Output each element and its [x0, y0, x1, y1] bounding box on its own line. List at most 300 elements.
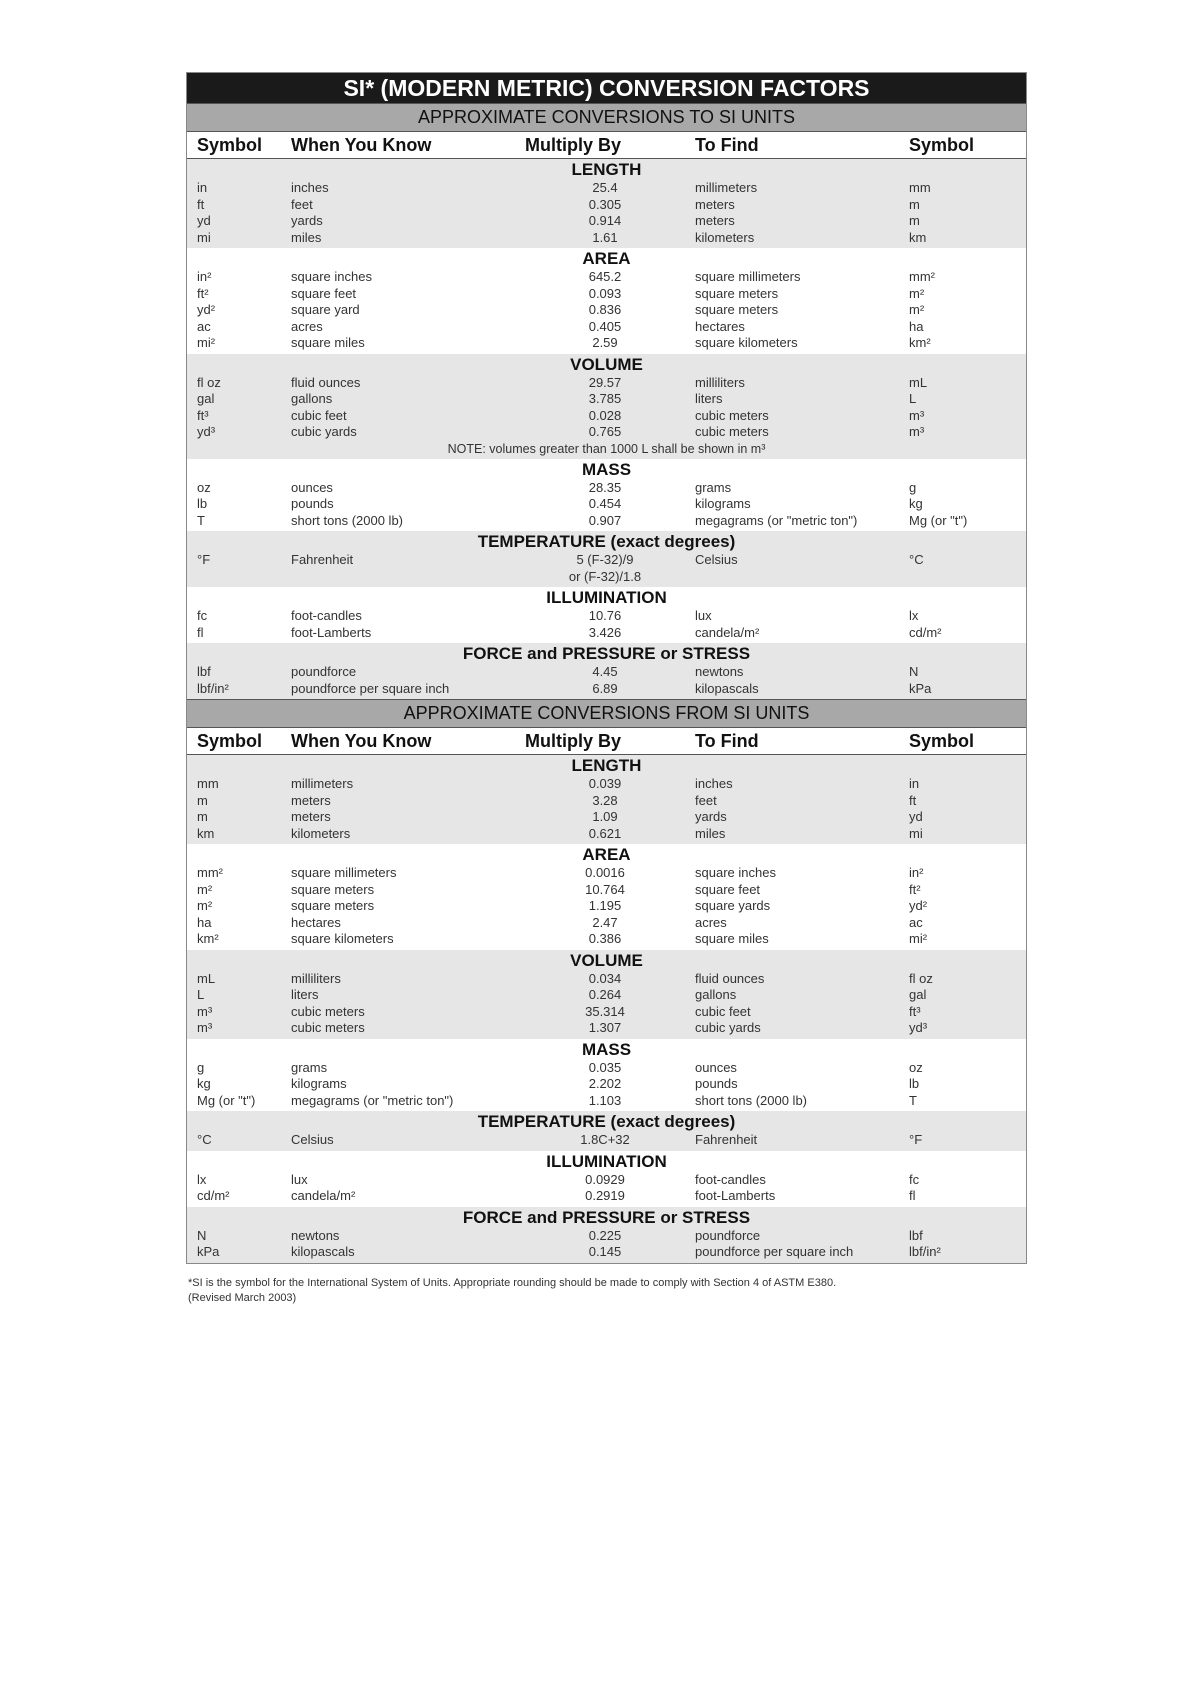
multiply-by: 0.405 [588, 318, 622, 334]
when-you-know: pounds [291, 496, 334, 511]
to-find: kilometers [695, 229, 755, 245]
section-area [187, 844, 1026, 950]
result-symbol: in² [909, 865, 924, 880]
result-symbol: yd² [909, 898, 928, 913]
result-symbol: mm² [909, 269, 935, 284]
when-you-know: yards [291, 213, 323, 228]
symbol: lbf [197, 664, 211, 679]
symbol: mm² [197, 865, 223, 880]
table-row [187, 375, 1026, 392]
symbol: yd [197, 213, 211, 228]
symbol: mi [197, 229, 211, 245]
table-row [187, 1172, 1026, 1189]
to-find: square yards [695, 898, 771, 913]
to-find: gallons [695, 987, 737, 1002]
symbol: yd³ [197, 424, 216, 439]
section-length [187, 755, 1026, 844]
multiply-by: 0.907 [588, 512, 622, 528]
to-find: acres [695, 914, 727, 930]
section-title: ILLUMINATION [546, 1151, 667, 1171]
when-you-know: milliliters [291, 970, 341, 986]
to-find: megagrams (or "metric ton") [695, 512, 858, 528]
when-you-know: cubic meters [291, 1003, 365, 1019]
when-you-know: short tons (2000 lb) [291, 512, 404, 528]
section-title: FORCE and PRESSURE or STRESS [462, 644, 751, 663]
result-symbol: fl oz [909, 970, 933, 986]
when-you-know: kilometers [291, 825, 351, 841]
to-find: milliliters [695, 374, 745, 390]
multiply-by: 0.454 [588, 496, 622, 511]
when-you-know: megagrams (or "metric ton") [291, 1092, 454, 1108]
symbol: m³ [197, 1020, 213, 1035]
table-row [187, 1244, 1026, 1261]
result-symbol: ac [909, 914, 923, 930]
symbol: mm [197, 776, 219, 791]
result-symbol: lx [909, 608, 919, 623]
result-symbol: yd³ [909, 1020, 928, 1035]
result-symbol: lbf/in² [909, 1244, 941, 1259]
result-symbol: cd/m² [909, 624, 942, 640]
multiply-by: 3.28 [592, 792, 618, 808]
symbol: lb [197, 496, 208, 511]
table-title: SI* (MODERN METRIC) CONVERSION FACTORS [187, 73, 1026, 103]
multiply-by: 1.307 [588, 1020, 622, 1035]
footnote [188, 1276, 1029, 1306]
section-title: MASS [581, 459, 632, 479]
symbol: fl [197, 624, 204, 640]
to-find: kilograms [695, 496, 751, 511]
symbol: ha [197, 914, 212, 930]
table-row [187, 971, 1026, 988]
when-you-know: square yard [291, 302, 360, 317]
table-row [187, 230, 1026, 247]
result-symbol: km [909, 229, 927, 245]
multiply-by: 4.45 [592, 664, 618, 679]
col-when-you-know: When You Know [291, 134, 432, 155]
result-symbol: m [909, 196, 920, 212]
when-you-know: cubic meters [291, 1020, 365, 1035]
symbol: m³ [197, 1003, 213, 1019]
when-you-know: newtons [291, 1227, 340, 1243]
when-you-know: liters [291, 987, 319, 1002]
multiply-by: 2.202 [588, 1076, 622, 1091]
col-symbol-2: Symbol [909, 730, 975, 751]
section-title: LENGTH [571, 160, 642, 179]
multiply-by: 0.621 [588, 825, 622, 841]
result-symbol: mL [909, 374, 928, 390]
to-find: newtons [695, 664, 744, 679]
multiply-by: 1.195 [588, 898, 622, 913]
when-you-know: fluid ounces [291, 374, 361, 390]
result-symbol: ft² [909, 881, 921, 897]
to-find: meters [695, 196, 735, 212]
result-symbol: m² [909, 302, 925, 317]
when-you-know: square feet [291, 285, 357, 301]
conversion-table [186, 72, 1027, 1264]
section-title: ILLUMINATION [546, 588, 667, 607]
symbol: N [197, 1227, 207, 1243]
result-symbol: fl [909, 1188, 916, 1203]
symbol: m [197, 809, 208, 824]
to-find: pounds [695, 1076, 738, 1091]
symbol: lx [197, 1171, 207, 1187]
to-find: cubic meters [695, 424, 769, 439]
section-area [187, 248, 1026, 354]
when-you-know: Fahrenheit [291, 552, 354, 567]
multiply-by: 0.035 [588, 1059, 622, 1075]
section-title: VOLUME [570, 950, 643, 970]
when-you-know: Celsius [291, 1132, 334, 1147]
section-mass [187, 459, 1026, 532]
result-symbol: fc [909, 1171, 920, 1187]
table-row [187, 408, 1026, 425]
multiply-by: 1.8C+32 [580, 1132, 630, 1147]
symbol: in [197, 180, 208, 195]
table-row [187, 269, 1026, 286]
multiply-by: 0.028 [588, 407, 622, 423]
table-row [187, 513, 1026, 530]
multiply-by: 1.09 [592, 809, 618, 824]
table-row [187, 496, 1026, 513]
to-find: miles [695, 825, 726, 841]
when-you-know: cubic yards [291, 424, 357, 439]
to-find: kilopascals [695, 680, 759, 696]
to-find: meters [695, 213, 735, 228]
section-volume [187, 950, 1026, 1039]
to-find: square miles [695, 931, 769, 946]
symbol: fl oz [197, 374, 221, 390]
col-symbol: Symbol [197, 134, 263, 155]
to-find: hectares [695, 318, 745, 334]
result-symbol: m³ [909, 424, 925, 439]
when-you-know: miles [291, 229, 322, 245]
symbol: ft² [197, 285, 209, 301]
when-you-know: gallons [291, 391, 333, 406]
multiply-by: 645.2 [588, 269, 622, 284]
multiply-by: 0.093 [588, 285, 622, 301]
section-title: LENGTH [571, 756, 642, 775]
section-illumination [187, 587, 1026, 643]
symbol: mL [197, 970, 216, 986]
from-si-header: APPROXIMATE CONVERSIONS FROM SI UNITS [187, 699, 1026, 728]
result-symbol: N [909, 664, 919, 679]
symbol: in² [197, 269, 212, 284]
table-row [187, 480, 1026, 497]
section-illumination [187, 1151, 1026, 1207]
section-length [187, 159, 1026, 248]
result-symbol: ft [909, 792, 917, 808]
table-row [187, 625, 1026, 642]
result-symbol: gal [909, 987, 927, 1002]
result-symbol: m [909, 213, 920, 228]
result-symbol: mi [909, 825, 923, 841]
section-title: AREA [582, 249, 631, 268]
col-multiply-by: Multiply By [525, 134, 622, 155]
result-symbol: L [909, 391, 917, 406]
to-find: short tons (2000 lb) [695, 1092, 808, 1108]
result-symbol: oz [909, 1059, 923, 1075]
result-symbol: g [909, 479, 917, 495]
section-volume [187, 354, 1026, 459]
from-si-column-headers [187, 728, 1026, 755]
symbol: m [197, 792, 208, 808]
to-find: ounces [695, 1059, 737, 1075]
multiply-by: 10.76 [588, 608, 622, 623]
when-you-know: meters [291, 792, 331, 808]
to-find: yards [695, 809, 727, 824]
result-symbol: mi² [909, 931, 928, 946]
to-find: square feet [695, 881, 761, 897]
when-you-know: feet [291, 196, 313, 212]
to-find: foot-Lamberts [695, 1188, 776, 1203]
to-find: poundforce per square inch [695, 1244, 854, 1259]
table-row [187, 826, 1026, 843]
section-temperature [187, 1111, 1026, 1151]
when-you-know: candela/m² [291, 1188, 356, 1203]
when-you-know: kilopascals [291, 1244, 355, 1259]
symbol: lbf/in² [197, 680, 229, 696]
symbol: ft [197, 196, 205, 212]
multiply-by: 0.0016 [585, 865, 625, 880]
when-you-know: square inches [291, 269, 372, 284]
table-row [187, 1093, 1026, 1110]
when-you-know: lux [291, 1171, 308, 1187]
multiply-by: 0.765 [588, 424, 622, 439]
col-multiply-by: Multiply By [525, 730, 622, 751]
table-row [187, 1132, 1026, 1149]
result-symbol: T [909, 1092, 917, 1108]
when-you-know: grams [291, 1059, 328, 1075]
multiply-by: 0.386 [588, 931, 622, 946]
result-symbol: °F [909, 1132, 923, 1147]
table-row [187, 931, 1026, 948]
multiply-by: 35.314 [585, 1003, 625, 1019]
symbol: fc [197, 608, 208, 623]
section-force [187, 643, 1026, 699]
table-row [187, 776, 1026, 793]
when-you-know: square millimeters [291, 865, 397, 880]
multiply-by: 10.764 [585, 881, 625, 897]
table-row [187, 793, 1026, 810]
table-row [187, 1076, 1026, 1093]
result-symbol: °C [909, 552, 924, 567]
result-symbol: m² [909, 285, 925, 301]
to-find: Celsius [695, 552, 738, 567]
to-find: square millimeters [695, 269, 801, 284]
volume-note: NOTE: volumes greater than 1000 L shall be shown in m³ [447, 441, 766, 456]
table-row [187, 809, 1026, 826]
to-find: square inches [695, 865, 776, 880]
result-symbol: lbf [909, 1227, 923, 1243]
table-row [187, 335, 1026, 352]
table-row [187, 302, 1026, 319]
result-symbol: km² [909, 335, 931, 350]
table-row [187, 197, 1026, 214]
symbol: g [197, 1059, 205, 1075]
table-row [187, 1020, 1026, 1037]
section-title: MASS [581, 1039, 632, 1059]
symbol: cd/m² [197, 1188, 230, 1203]
section-mass [187, 1039, 1026, 1112]
symbol: m² [197, 898, 213, 913]
to-find: cubic feet [695, 1003, 751, 1019]
when-you-know: poundforce [291, 664, 357, 679]
to-find: liters [695, 391, 723, 406]
when-you-know: inches [291, 180, 329, 195]
to-find: square meters [695, 302, 779, 317]
section-title: FORCE and PRESSURE or STRESS [462, 1207, 751, 1227]
multiply-by: 25.4 [592, 180, 618, 195]
to-si-column-headers [187, 132, 1026, 159]
symbol: km² [197, 931, 219, 946]
formula-line-2: or (F-32)/1.8 [568, 568, 642, 584]
multiply-by: 2.47 [592, 914, 618, 930]
symbol: gal [197, 391, 215, 406]
to-find: foot-candles [695, 1171, 766, 1187]
multiply-by: 0.305 [588, 196, 622, 212]
multiply-by: 0.836 [588, 302, 622, 317]
section-force [187, 1207, 1026, 1263]
when-you-know: hectares [291, 914, 341, 930]
table-row [187, 319, 1026, 336]
section-title: AREA [582, 845, 631, 864]
table-row [187, 882, 1026, 899]
table-row [187, 1228, 1026, 1245]
to-find: millimeters [695, 180, 758, 195]
when-you-know: square kilometers [291, 931, 394, 946]
col-to-find: To Find [695, 730, 759, 751]
multiply-by: 0.0929 [585, 1171, 625, 1187]
col-symbol: Symbol [197, 730, 263, 751]
table-row [187, 391, 1026, 408]
table-row [187, 1060, 1026, 1077]
result-symbol: in [909, 776, 920, 791]
result-symbol: Mg (or "t") [909, 512, 968, 528]
multiply-by: 1.61 [592, 229, 618, 245]
multiply-by: 0.2919 [585, 1188, 625, 1203]
symbol: °C [197, 1132, 212, 1147]
symbol: ac [197, 318, 211, 334]
to-find: square kilometers [695, 335, 798, 350]
result-symbol: lb [909, 1076, 920, 1091]
multiply-by: 28.35 [588, 479, 622, 495]
symbol: L [197, 987, 205, 1002]
result-symbol: kg [909, 496, 923, 511]
table-row [187, 915, 1026, 932]
to-find: poundforce [695, 1227, 761, 1243]
to-find: grams [695, 479, 732, 495]
multiply-by: 3.426 [588, 624, 622, 640]
result-symbol: kPa [909, 680, 932, 696]
col-to-find: To Find [695, 134, 759, 155]
when-you-know: foot-candles [291, 608, 362, 623]
section-temperature [187, 531, 1026, 587]
section-title: VOLUME [570, 354, 643, 374]
table-row [187, 664, 1026, 681]
table-row [187, 552, 1026, 585]
table-row [187, 1004, 1026, 1021]
when-you-know: square miles [291, 335, 365, 350]
when-you-know: square meters [291, 881, 375, 897]
table-row [187, 898, 1026, 915]
table-row [187, 608, 1026, 625]
to-find: fluid ounces [695, 970, 765, 986]
to-find: cubic meters [695, 407, 769, 423]
symbol: T [197, 512, 205, 528]
result-symbol: yd [909, 809, 923, 824]
when-you-know: foot-Lamberts [291, 624, 372, 640]
result-symbol: m³ [909, 407, 925, 423]
multiply-by: 1.103 [588, 1092, 622, 1108]
when-you-know: kilograms [291, 1076, 347, 1091]
multiply-by: 0.914 [588, 213, 622, 228]
to-si-header: APPROXIMATE CONVERSIONS TO SI UNITS [187, 103, 1026, 132]
footnote-line-2: (Revised March 2003) [188, 1292, 297, 1304]
when-you-know: square meters [291, 898, 375, 913]
symbol: °F [197, 552, 211, 567]
when-you-know: millimeters [291, 776, 354, 791]
table-row [187, 180, 1026, 197]
when-you-know: cubic feet [291, 407, 347, 423]
result-symbol: ft³ [909, 1003, 921, 1019]
to-find: cubic yards [695, 1020, 761, 1035]
col-symbol-2: Symbol [909, 134, 975, 155]
to-find: Fahrenheit [695, 1132, 758, 1147]
result-symbol: ha [909, 318, 924, 334]
formula-line-1: 5 (F-32)/9 [576, 552, 634, 567]
symbol: kg [197, 1076, 211, 1091]
table-row [187, 681, 1026, 698]
symbol: ft³ [197, 407, 209, 423]
multiply-by: 0.225 [588, 1227, 622, 1243]
to-find: candela/m² [695, 624, 760, 640]
symbol: yd² [197, 302, 216, 317]
when-you-know: poundforce per square inch [291, 680, 450, 696]
table-row [187, 424, 1026, 441]
table-row [187, 1188, 1026, 1205]
footnote-line-1: *SI is the symbol for the International System of Units. Appropriate rounding should be made to comply with Section 4 of ASTM E380. [188, 1277, 837, 1289]
multiply-by: 3.785 [588, 391, 622, 406]
multiply-by [525, 552, 695, 585]
symbol: oz [197, 479, 211, 495]
to-find: square meters [695, 285, 779, 301]
symbol: kPa [197, 1244, 220, 1259]
table-row [187, 865, 1026, 882]
multiply-by: 0.034 [588, 970, 622, 986]
to-find: lux [695, 608, 712, 623]
section-title: TEMPERATURE (exact degrees) [477, 532, 736, 551]
multiply-by: 2.59 [592, 335, 618, 350]
table-row [187, 213, 1026, 230]
symbol: Mg (or "t") [197, 1092, 256, 1108]
multiply-by: 29.57 [588, 374, 622, 390]
symbol: m² [197, 881, 213, 897]
section-title: TEMPERATURE (exact degrees) [477, 1112, 736, 1131]
col-when-you-know: When You Know [291, 730, 432, 751]
multiply-by: 0.145 [588, 1244, 622, 1259]
multiply-by: 6.89 [592, 680, 618, 696]
multiply-by: 0.264 [588, 987, 622, 1002]
when-you-know: meters [291, 809, 331, 824]
to-find: feet [695, 792, 717, 808]
multiply-by: 0.039 [588, 776, 622, 791]
symbol: mi² [197, 335, 216, 350]
table-row [187, 286, 1026, 303]
result-symbol: mm [909, 180, 931, 195]
table-row [187, 987, 1026, 1004]
symbol: km [197, 825, 215, 841]
to-find: inches [695, 776, 733, 791]
